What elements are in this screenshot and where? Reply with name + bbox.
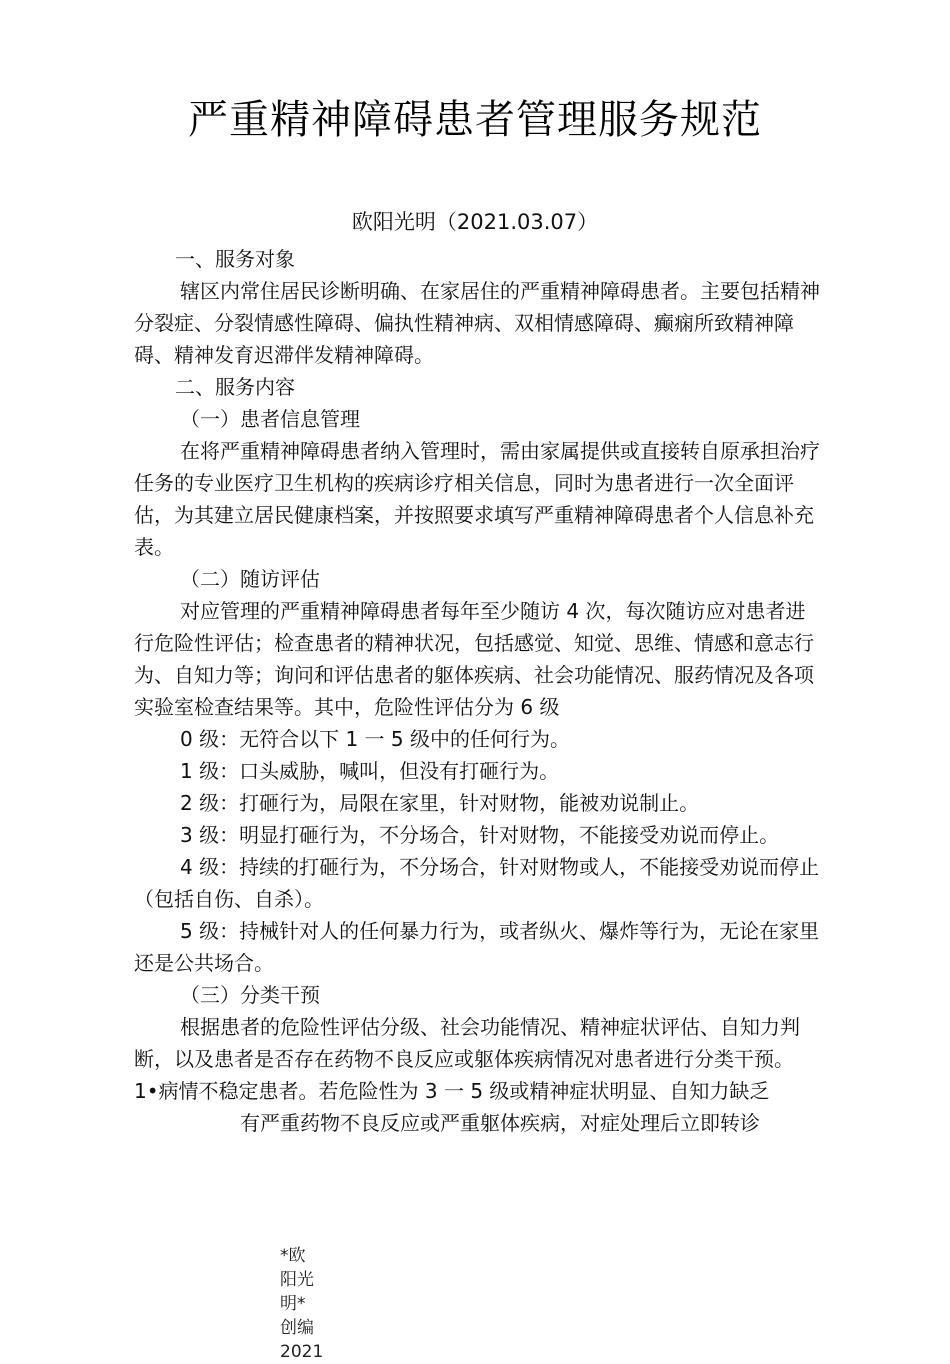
- section-heading-service-target: 一、服务对象: [175, 247, 295, 271]
- section-heading-service-content: 二、服务内容: [175, 375, 295, 399]
- item-unstable-patient-continued: 有严重药物不良反应或严重躯体疾病，对症处理后立即转诊: [240, 1111, 760, 1135]
- risk-level-4: 4 级：持续的打砸行为，不分场合，针对财物或人，不能接受劝说而停止（包括自伤、自杀）。: [134, 855, 820, 911]
- paragraph-patient-info: 在将严重精神障碍患者纳入管理时，需由家属提供或直接转自原承担治疗任务的专业医疗卫生机构的疾病诊疗相关信息，同时为患者进行一次全面评估，为其建立居民健康档案，并按照要求填写严重精神障碍患者个人信息补充表。: [134, 439, 820, 559]
- document-body: [134, 243, 820, 1139]
- risk-level-5: 5 级：持械针对人的任何暴力行为，或者纵火、爆炸等行为，无论在家里还是公共场合。: [134, 919, 820, 975]
- risk-level-3: 3 级：明显打砸行为，不分场合，针对财物，不能接受劝说而停止。: [180, 823, 780, 847]
- footer-line: *欧: [280, 1246, 306, 1266]
- footer-watermark: [280, 1244, 324, 1364]
- author-date: 欧阳光明（2021.03.07）: [351, 210, 599, 234]
- risk-level-0: 0 级：无符合以下 1 一 5 级中的任何行为。: [180, 727, 570, 751]
- subsection-heading-patient-info: （一）患者信息管理: [180, 407, 360, 431]
- footer-line: 阳光: [280, 1270, 314, 1290]
- footer-line: 明*: [280, 1294, 306, 1314]
- footer-line: 2021: [280, 1342, 324, 1362]
- paragraph-classification: 根据患者的危险性评估分级、社会功能情况、精神症状评估、自知力判断，以及患者是否存在药物不良反应或躯体疾病情况对患者进行分类干预。: [134, 1015, 800, 1071]
- paragraph-followup: 对应管理的严重精神障碍患者每年至少随访 4 次，每次随访应对患者进行危险性评估；检查患者的精神状况，包括感觉、知觉、思维、情感和意志行为、自知力等；询问和评估患者的躯体疾病、社会功能情况、服药情况及各项实验室检查结果等。其中，危险性评估分为 6 级: [134, 599, 814, 719]
- paragraph-service-target: 辖区内常住居民诊断明确、在家居住的严重精神障碍患者。主要包括精神分裂症、分裂情感性障碍、偏执性精神病、双相情感障碍、癫痫所致精神障碍、精神发育迟滞伴发精神障碍。: [134, 279, 820, 367]
- footer-line: 创编: [280, 1318, 314, 1338]
- subsection-heading-followup: （二）随访评估: [180, 567, 320, 591]
- document-title: 严重精神障碍患者管理服务规范: [188, 97, 762, 143]
- risk-level-1: 1 级：口头威胁，喊叫，但没有打砸行为。: [180, 759, 560, 783]
- item-unstable-patient-lead: 1•病情不稳定患者。若危险性为 3 一 5 级或精神症状明显、自知力缺乏: [134, 1079, 770, 1103]
- risk-level-2: 2 级：打砸行为，局限在家里，针对财物，能被劝说制止。: [180, 791, 700, 815]
- subsection-heading-classification: （三）分类干预: [180, 983, 320, 1007]
